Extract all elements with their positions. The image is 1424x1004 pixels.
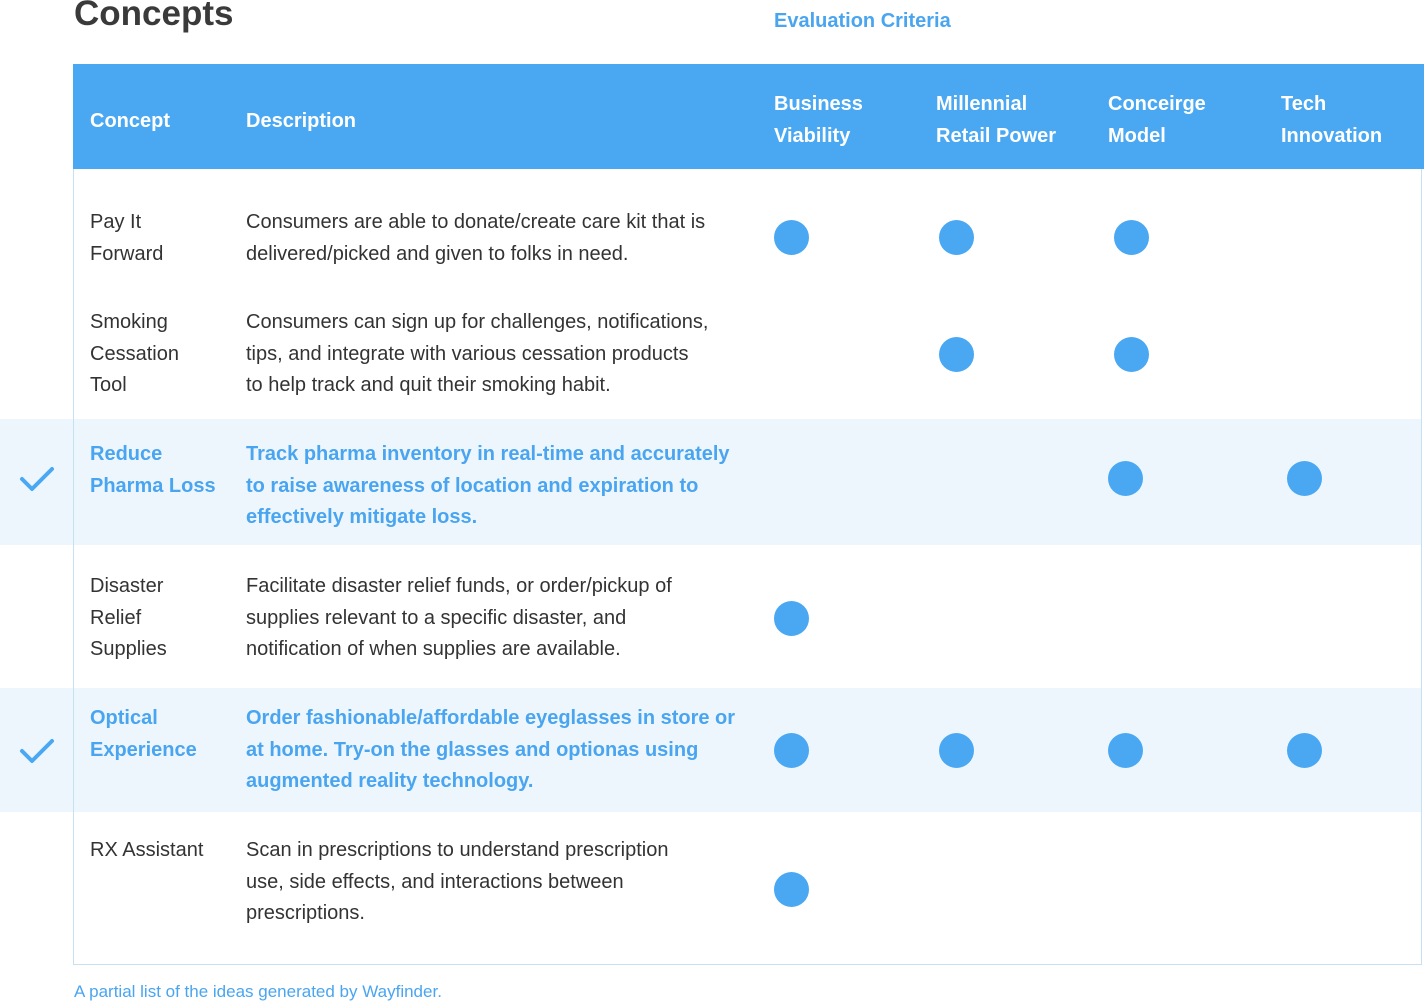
header-conceirge-model: Conceirge Model xyxy=(1108,93,1206,147)
header-tech-innovation: Tech Innovation xyxy=(1281,93,1383,147)
concept-description: Order fashionable/affordable eyeglasses in store or at home. Try-on the glasses and optionas using augmented reality technology. xyxy=(246,707,736,792)
concept-description: Consumers are able to donate/create care kit that is delivered/picked and given to folks in need. xyxy=(246,211,706,265)
checkmark-icon xyxy=(18,736,56,766)
concept-name: Optical Experience xyxy=(90,707,197,761)
table-header xyxy=(73,64,1424,169)
concept-description: Consumers can sign up for challenges, notifications, tips, and integrate with various cessation products to help track and quit their smoking habit. xyxy=(246,311,709,396)
concept-name: RX Assistant xyxy=(90,839,204,861)
header-description: Description xyxy=(246,110,357,132)
concept-description: Track pharma inventory in real-time and accurately to raise awareness of location and expiration to effectively mitigate loss. xyxy=(246,443,730,528)
header-business-viability: Business Viability xyxy=(774,93,863,147)
page-title: Concepts xyxy=(74,0,234,33)
checkmark-icon xyxy=(18,464,56,494)
header-millennial-retail-power: Millennial Retail Power xyxy=(936,93,1057,147)
concept-name: Smoking Cessation Tool xyxy=(90,311,179,396)
concept-name: Pay It Forward xyxy=(90,211,164,265)
table-caption: A partial list of the ideas generated by Wayfinder. xyxy=(74,982,442,1001)
concept-description: Facilitate disaster relief funds, or order/pickup of supplies relevant to a specific disaster, and notification of when supplies are available. xyxy=(246,575,672,660)
table-frame xyxy=(73,64,1422,965)
header-concept: Concept xyxy=(90,110,170,132)
concept-name: Disaster Relief Supplies xyxy=(90,575,167,660)
concept-name: Reduce Pharma Loss xyxy=(90,443,216,497)
evaluation-criteria-label: Evaluation Criteria xyxy=(774,10,951,32)
concept-description: Scan in prescriptions to understand prescription use, side effects, and interactions between prescriptions. xyxy=(246,839,669,924)
